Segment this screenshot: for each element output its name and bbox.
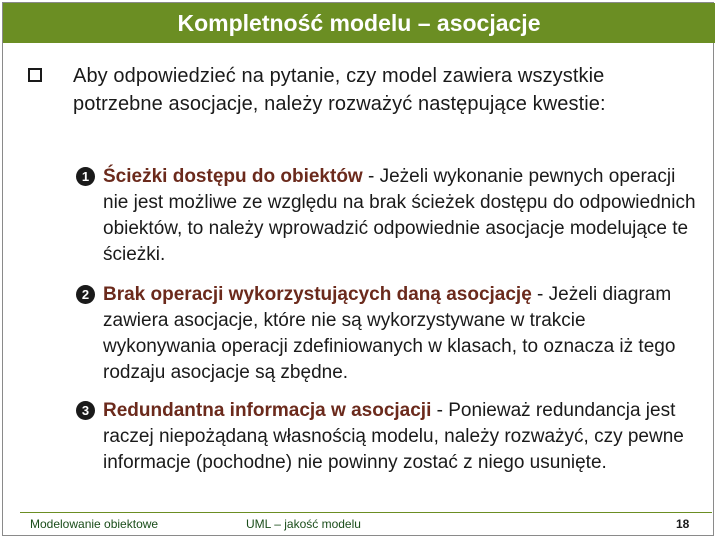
point-3-text [103,398,696,476]
number-2-icon: 2 [76,285,95,304]
footer-topic: UML – jakość modelu [246,517,361,531]
footer-divider [20,512,712,513]
point-1-body: - Jeżeli wykonanie pewnych operacji nie jest możliwe ze względu na brak ścieżek dostępu do odpowiednich obiektów, to należy wprowadzić odpowiednie asocjacje modelujące te ścieżki. [103,166,696,265]
intro-paragraph [28,62,698,118]
point-3-body: - Ponieważ redundancja jest raczej niepożądaną własnością modelu, należy rozważyć, czy pewne informacje (pochodne) nie powinny zostać z niego usunięte. [103,400,684,473]
point-2-text [103,282,696,386]
page-number: 18 [676,517,690,531]
square-bullet-icon [28,68,42,82]
point-2-body: - Jeżeli diagram zawiera asocjacje, które nie są wykorzystywane w trakcie wykonywania operacji zdefiniowanych w klasach, to oznacza iż tego rodzaju asocjacje są zbędne. [103,284,676,383]
point-1-heading: Ścieżki dostępu do obiektów [103,166,363,187]
intro-text: Aby odpowiedzieć na pytanie, czy model zawiera wszystkie potrzebne asocjacje, należy rozważyć następujące kwestie: [73,65,606,115]
slide-title-bar [3,3,715,43]
point-2-heading: Brak operacji wykorzystujących daną asocjację [103,284,532,305]
point-3 [76,398,696,476]
footer-course: Modelowanie obiektowe [30,517,159,531]
point-1 [76,164,696,268]
point-3-heading: Redundantna informacja w asocjacji [103,400,432,421]
point-1-text [103,164,696,268]
point-2 [76,282,696,386]
number-1-icon: 1 [76,167,95,186]
number-3-icon: 3 [76,401,95,420]
slide-title: Kompletność modelu – asocjacje [177,9,541,36]
